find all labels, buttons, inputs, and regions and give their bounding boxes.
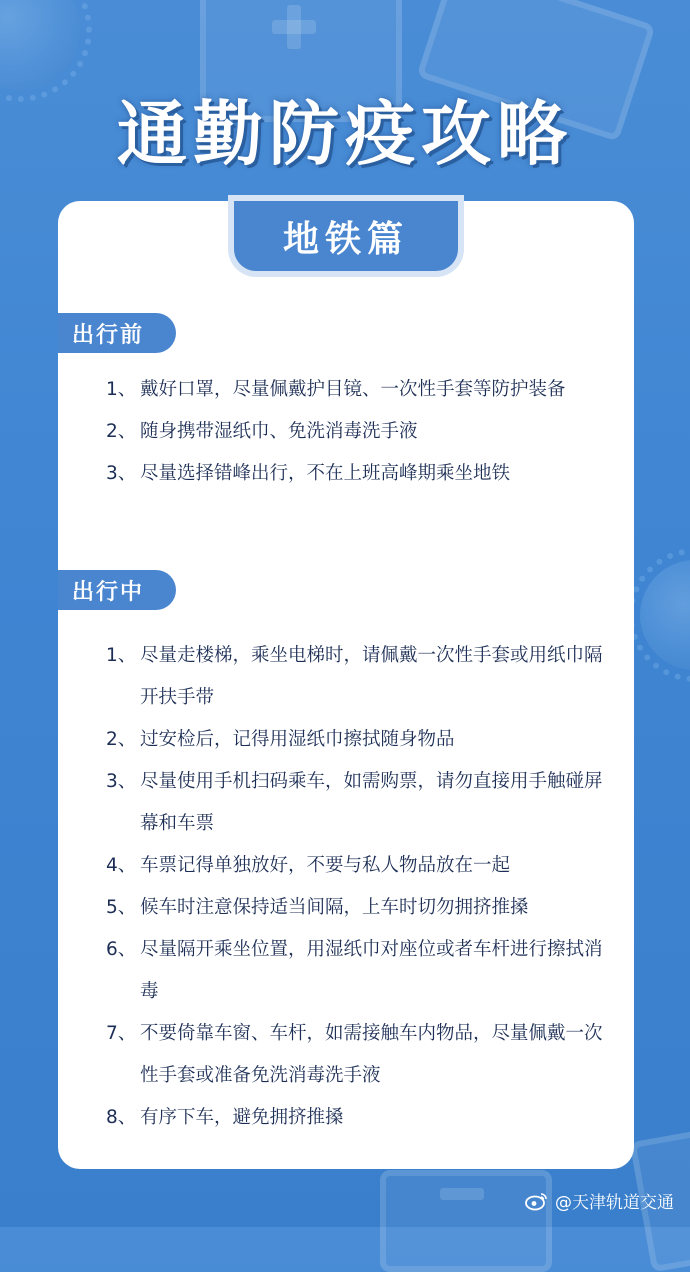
weibo-logo-icon <box>525 1191 549 1211</box>
virus-decoration <box>0 0 80 90</box>
watermark <box>525 1188 674 1213</box>
cross-decoration <box>287 5 301 49</box>
list-item: 7、 不要倚靠车窗、车杆，如需接触车内物品，尽量佩戴一次性手套或准备免洗消毒洗手液 <box>106 1023 603 1086</box>
list-item: 3、 尽量选择错峰出行，不在上班高峰期乘坐地铁 <box>106 463 511 484</box>
list-item: 5、 候车时注意保持适当间隔，上车时切勿拥挤推搡 <box>106 897 529 918</box>
content-card <box>58 201 634 1169</box>
list-item: 4、 车票记得单独放好，不要与私人物品放在一起 <box>106 855 511 876</box>
watermark-text: @天津轨道交通 <box>555 1193 674 1213</box>
list-item: 3、 尽量使用手机扫码乘车，如需购票，请勿直接用手触碰屏幕和车票 <box>106 771 603 834</box>
before-travel-list <box>58 369 634 495</box>
page-title: 通勤防疫攻略 <box>117 93 573 175</box>
list-item: 1、 尽量走楼梯，乘坐电梯时，请佩戴一次性手套或用纸巾隔开扶手带 <box>106 645 603 708</box>
list-item: 6、 尽量隔开乘坐位置，用湿纸巾对座位或者车杆进行擦拭消毒 <box>106 939 603 1002</box>
section-heading-during: 出行中 <box>58 570 176 610</box>
cross-decoration <box>440 1188 484 1200</box>
virus-decoration <box>640 560 690 670</box>
list-item: 2、 随身携带湿纸巾、免洗消毒洗手液 <box>106 421 418 442</box>
subtitle-label: 地铁篇 <box>282 218 409 260</box>
section-heading-before: 出行前 <box>58 313 176 353</box>
during-travel-list <box>58 635 634 1139</box>
subtitle-tab <box>234 201 458 271</box>
list-item: 1、 戴好口罩，尽量佩戴护目镜、一次性手套等防护装备 <box>106 379 566 400</box>
list-item: 2、 过安检后，记得用湿纸巾擦拭随身物品 <box>106 729 455 750</box>
list-item: 8、 有序下车，避免拥挤推搡 <box>106 1107 344 1128</box>
medical-kit-decoration <box>380 1170 552 1272</box>
